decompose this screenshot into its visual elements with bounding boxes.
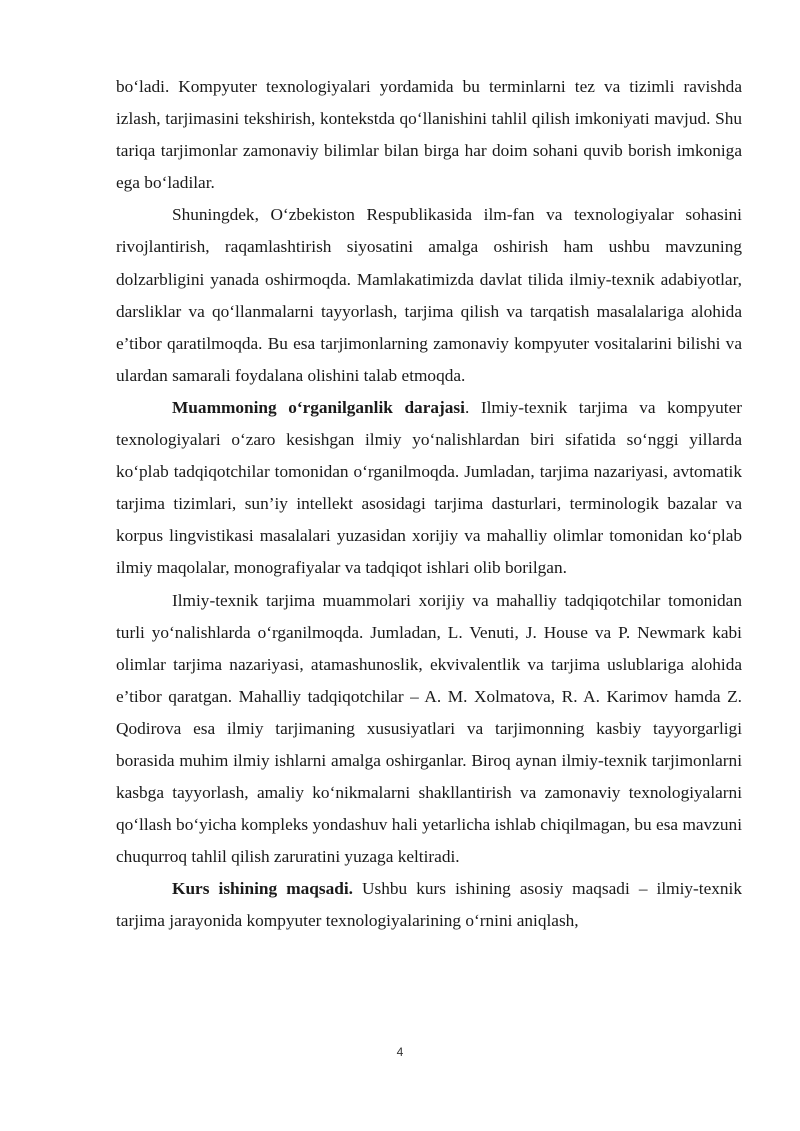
paragraph-text: Ilmiy-texnik tarjima va kompyuter texnologiyalari o‘zaro kesishgan ilmiy yo‘nalishlardan biri sifatida so‘nggi yillarda ko‘plab tadqiqotchilar tomonidan o‘rganilmoqda. Jumladan, tarjima nazariyasi, avtomatik tarjima tizimlari, sun’iy intellekt asosidagi tarjima dasturlari, terminologik bazalar va korpus lingvistikasi masalalari yuzasidan xorijiy va mahalliy olimlar tomonidan ko‘plab ilmiy maqolalar, monografiyalar va tadqiqot ishlari olib borilgan. (116, 397, 743, 578)
heading-suffix: . (464, 397, 470, 417)
paragraph-continuation (116, 71, 742, 199)
paragraph-research-degree (116, 392, 742, 585)
paragraph-text: Ushbu kurs ishining asosiy maqsadi – ilmiy-texnik tarjima jarayonida kompyuter texnologiyalarining o‘rnini aniqlash, (116, 879, 742, 931)
document-body (116, 71, 742, 938)
paragraph-text: Ilmiy-texnik tarjima muammolari xorijiy va mahalliy tadqiqotchilar tomonidan turli yo‘nalishlarda o‘rganilmoqda. Jumladan, L. Venuti, J. House va P. Newmark kabi olimlar tarjima nazariyasi, atamashunoslik, ekvivalentlik va tarjima uslublariga alohida e’tibor qaratgan. Mahalliy tadqiqotchilar – A. M. Xolmatova, R. A. Karimov hamda Z. Qodirova esa ilmiy tarjimaning xususiyatlari va tarjimonning kasbiy tayyorgarligi borasida muhim ilmiy ishlarni amalga oshirganlar. Biroq aynan ilmiy-texnik tarjimonlarni kasbga tayyorlash, amaliy ko‘nikmalarni shakllantirish va zamonaviy texnologiyalarni qo‘llash bo‘yicha kompleks yondashuv hali yetarlicha ishlab chiqilmagan, bu esa mavzuni chuqurroq tahlil qilish zaruratini yuzaga keltiradi. (116, 590, 742, 867)
paragraph-text: bo‘ladi. Kompyuter texnologiyalari yordamida bu terminlarni tez va tizimli ravishda izlash, tarjimasini tekshirish, kontekstda qo‘llanishini tahlil qilish imkoniyati mavjud. Shu tariqa tarjimonlar zamonaviy bilimlar bilan birga har doim sohani quvib borish imkoniga ega bo‘ladilar. (116, 77, 742, 193)
page-number: 4 (396, 1045, 404, 1059)
paragraph-relevance (116, 199, 742, 392)
section-heading: Muammoning o‘rganilganlik darajasi (172, 397, 465, 417)
paragraph-goal (116, 873, 742, 937)
section-heading: Kurs ishining maqsadi. (172, 879, 353, 899)
paragraph-researchers (116, 585, 742, 874)
paragraph-text: Shuningdek, O‘zbekiston Respublikasida ilm-fan va texnologiyalar sohasini rivojlantirish, raqamlashtirish siyosatini amalga oshirish ham ushbu mavzuning dolzarbligini yanada oshirmoqda. Mamlakatimizda davlat tilida ilmiy-texnik adabiyotlar, darsliklar va qo‘llanmalarni tayyorlash, tarjima qilish va tarqatish masalalariga alohida e’tibor qaratilmoqda. Bu esa tarjimonlarning zamonaviy kompyuter vositalarini bilishi va ulardan samarali foydalana olishini talab etmoqda. (116, 205, 742, 385)
